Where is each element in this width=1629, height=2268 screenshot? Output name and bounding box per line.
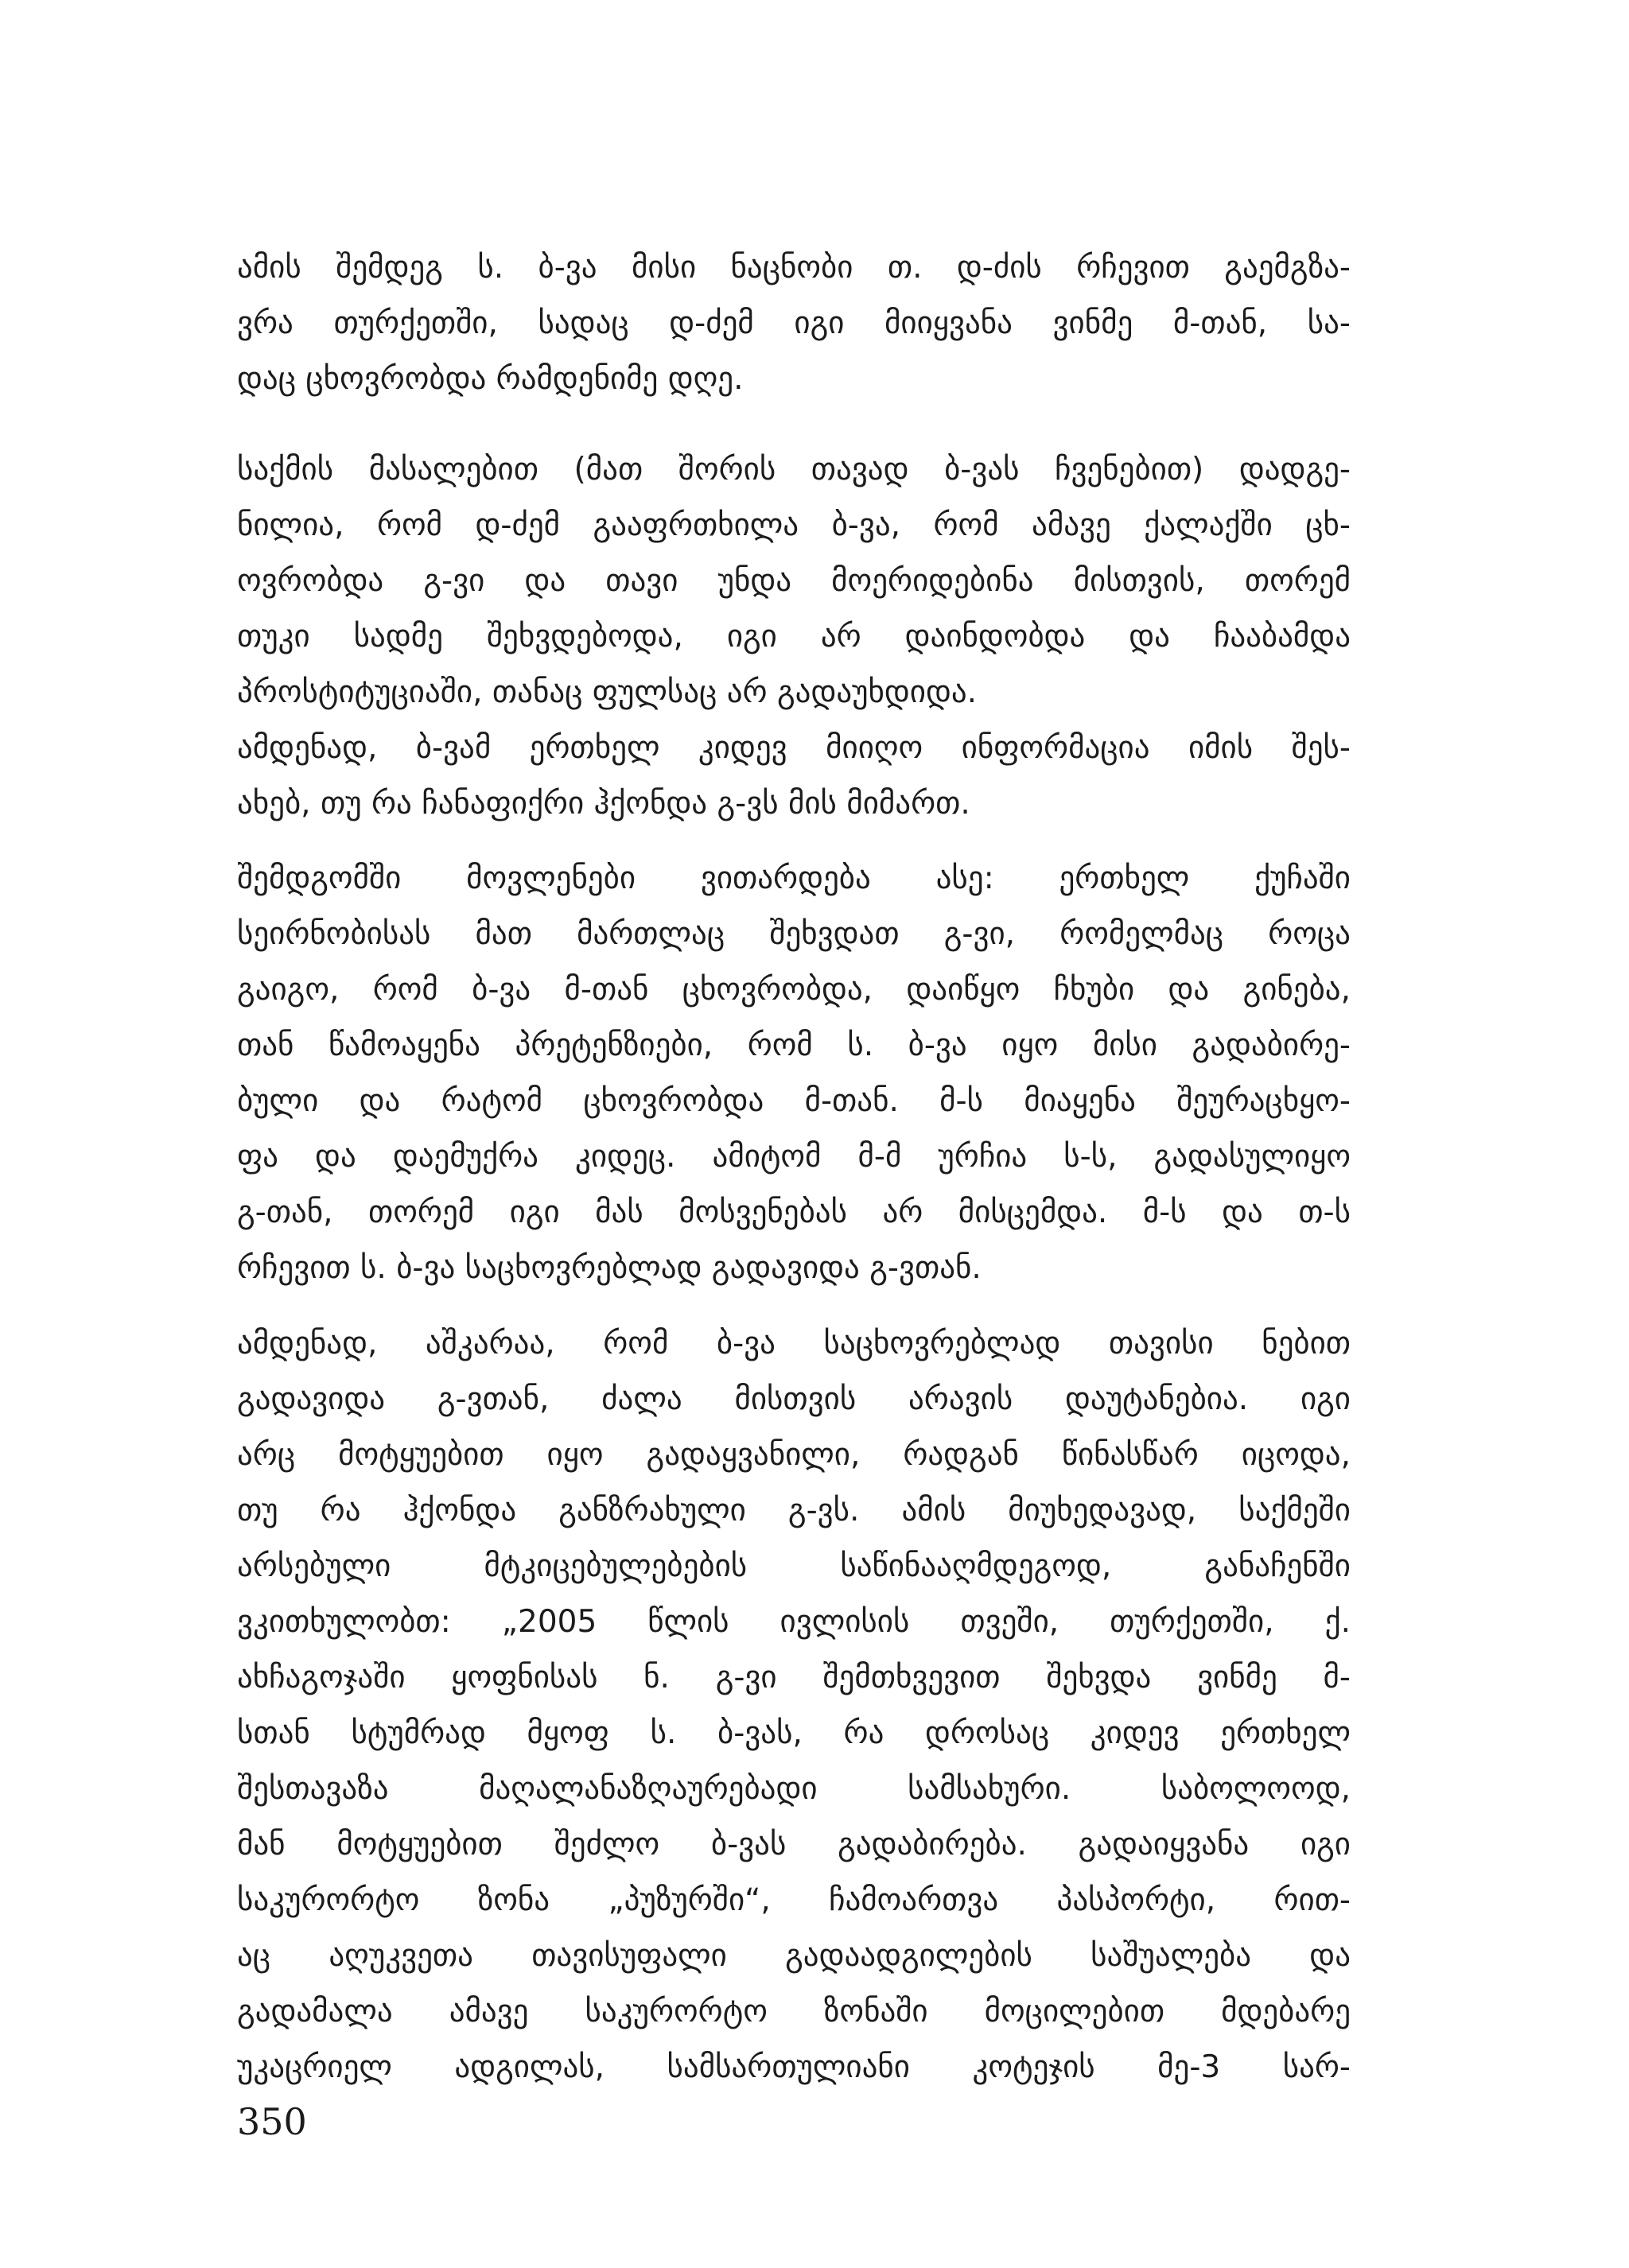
text-line: პროსტიტუციაში, თანაც ფულსაც არ გადაუხდიდა.: [237, 674, 978, 710]
paragraph-1: [237, 240, 1351, 407]
text-line: სთან სტუმრად მყოფ ს. ბ-ვას, რა დროსაც კიდევ ერთხელ: [237, 1715, 1351, 1751]
text-line: ნილია, რომ დ-ძემ გააფრთხილა ბ-ვა, რომ ამავე ქალაქში ცხ-: [237, 507, 1351, 543]
text-line: შესთავაზა მაღალანაზღაურებადი სამსახური. საბოლოოდ,: [237, 1771, 1351, 1807]
page-number: 350: [237, 2100, 307, 2143]
text-line: ფა და დაემუქრა კიდეც. ამიტომ მ-მ ურჩია ს-ს, გადასულიყო: [237, 1139, 1351, 1175]
text-line: ამის შემდეგ ს. ბ-ვა მისი ნაცნობი თ. დ-ძის რჩევით გაემგზა-: [237, 250, 1351, 285]
text-line: გაიგო, რომ ბ-ვა მ-თან ცხოვრობდა, დაიწყო ჩხუბი და გინება,: [237, 972, 1351, 1008]
text-line: ამდენად, ბ-ვამ ერთხელ კიდევ მიიღო ინფორმაცია იმის შეს-: [237, 730, 1351, 766]
text-line: უკაცრიელ ადგილას, სამსართულიანი კოტეჯის მე-3 სარ-: [237, 2049, 1351, 2085]
text-line: ვკითხულობთ: „2005 წლის ივლისის თვეში, თურქეთში, ქ.: [237, 1604, 1351, 1640]
text-line: გ-თან, თორემ იგი მას მოსვენებას არ მისცემდა. მ-ს და თ-ს: [237, 1194, 1351, 1230]
text-line: არსებული მტკიცებულებების საწინააღმდეგოდ, განაჩენში: [237, 1548, 1351, 1584]
paragraph-2: [237, 442, 1351, 832]
text-line: დაც ცხოვრობდა რამდენიმე დღე.: [237, 361, 744, 397]
text-line: არც მოტყუებით იყო გადაყვანილი, რადგან წინასწარ იცოდა,: [237, 1437, 1351, 1473]
text-line: ამდენად, აშკარაა, რომ ბ-ვა საცხოვრებლად თავისი ნებით: [237, 1326, 1351, 1361]
text-line: ბული და რატომ ცხოვრობდა მ-თან. მ-ს მიაყენა შეურაცხყო-: [237, 1083, 1351, 1119]
text-line: თუ რა ჰქონდა განზრახული გ-ვს. ამის მიუხედავად, საქმეში: [237, 1493, 1351, 1528]
text-line: მან მოტყუებით შეძლო ბ-ვას გადაბირება. გადაიყვანა იგი: [237, 1827, 1351, 1862]
text-line: რჩევით ს. ბ-ვა საცხოვრებლად გადავიდა გ-ვთან.: [237, 1250, 982, 1286]
text-line: საკურორტო ზონა „პუზურში“, ჩამოართვა პასპორტი, რით-: [237, 1882, 1351, 1918]
text-line: თან წამოაყენა პრეტენზიები, რომ ს. ბ-ვა იყო მისი გადაბირე-: [237, 1027, 1351, 1063]
text-line: გადავიდა გ-ვთან, ძალა მისთვის არავის დაუტანებია. იგი: [237, 1381, 1351, 1417]
text-line: ახჩაგოჯაში ყოფნისას ნ. გ-ვი შემთხვევით შეხვდა ვინმე მ-: [237, 1660, 1351, 1695]
text-line: ვრა თურქეთში, სადაც დ-ძემ იგი მიიყვანა ვინმე მ-თან, სა-: [237, 305, 1351, 341]
paragraph-3: [237, 851, 1351, 1296]
text-line: ოვრობდა გ-ვი და თავი უნდა მოერიდებინა მისთვის, თორემ: [237, 563, 1351, 599]
text-line: აც აღუკვეთა თავისუფალი გადაადგილების საშუალება და: [237, 1938, 1351, 1974]
text-line: ახებ, თუ რა ჩანაფიქრი ჰქონდა გ-ვს მის მიმართ.: [237, 786, 970, 821]
text-line: საქმის მასალებით (მათ შორის თავად ბ-ვას ჩვენებით) დადგე-: [237, 452, 1351, 487]
text-line: გადამალა ამავე საკურორტო ზონაში მოცილებით მდებარე: [237, 1994, 1351, 2029]
text-line: სეირნობისას მათ მართლაც შეხვდათ გ-ვი, რომელმაც როცა: [237, 916, 1351, 952]
text-line: შემდგომში მოვლენები ვითარდება ასე: ერთხელ ქუჩაში: [237, 860, 1351, 896]
paragraph-4: [237, 1316, 1351, 2095]
text-line: თუკი სადმე შეხვდებოდა, იგი არ დაინდობდა და ჩააბამდა: [237, 619, 1351, 654]
